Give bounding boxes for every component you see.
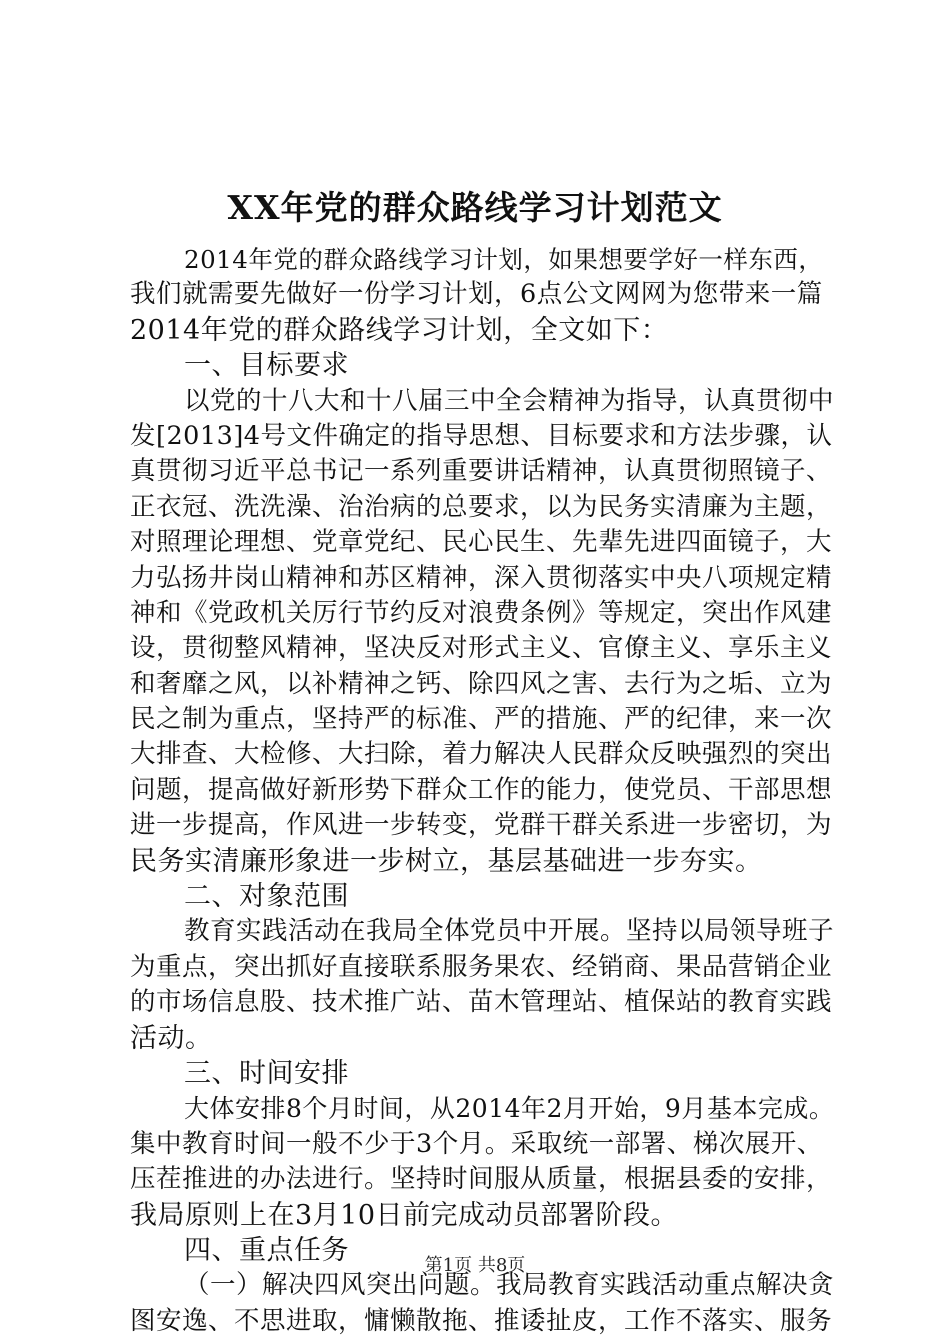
text-line: （一）解决四风突出问题。我局教育实践活动重点解决贪	[184, 1270, 835, 1301]
text-line: 的市场信息股、技术推广站、苗木管理站、植保站的教育实践	[130, 987, 833, 1018]
document-body	[130, 242, 834, 1339]
document-title: XX年党的群众路线学习计划范文	[227, 188, 723, 227]
text-line: 一、目标要求	[184, 350, 349, 382]
text-line: 民之制为重点，坚持严的标准、严的措施、严的纪律，来一次	[130, 704, 833, 735]
text-line: 我们就需要先做好一份学习计划，6点公文网网为您带来一篇	[130, 279, 823, 310]
text-line: 对照理论理想、党章党纪、民心民生、先辈先进四面镜子，大	[130, 527, 833, 558]
text-line: 活动。	[130, 1022, 213, 1054]
text-line: 为重点，突出抓好直接联系服务果农、经销商、果品营销企业	[130, 951, 833, 982]
page-footer: 第1页 共8页	[424, 1255, 526, 1276]
text-line: 集中教育时间一般不少于3个月。采取统一部署、梯次展开、	[130, 1128, 823, 1159]
text-line: 四、重点任务	[184, 1234, 349, 1266]
text-line: 问题，提高做好新形势下群众工作的能力，使党员、干部思想	[130, 774, 833, 805]
text-line: 二、对象范围	[184, 881, 349, 913]
text-line: 和奢靡之风，以补精神之钙、除四风之害、去行为之垢、立为	[130, 668, 833, 699]
text-line: 力弘扬井岗山精神和苏区精神，深入贯彻落实中央八项规定精	[130, 562, 833, 593]
text-line: 压茬推进的办法进行。坚持时间服从质量，根据县委的安排，	[130, 1164, 833, 1195]
text-line: 神和《党政机关厉行节约反对浪费条例》等规定，突出作风建	[130, 597, 833, 628]
text-line: 真贯彻习近平总书记一系列重要讲话精神，认真贯彻照镜子、	[130, 456, 833, 487]
text-line: 图安逸、不思进取，慵懒散拖、推诿扯皮，工作不落实、服务	[130, 1305, 833, 1336]
text-line: 三、时间安排	[184, 1057, 349, 1089]
text-line: 2014年党的群众路线学习计划，如果想要学好一样东西，	[184, 245, 824, 274]
text-line: 教育实践活动在我局全体党员中开展。坚持以局领导班子	[184, 916, 835, 947]
text-line: 大排查、大检修、大扫除，着力解决人民群众反映强烈的突出	[130, 739, 833, 770]
text-line: 设，贯彻整风精神，坚决反对形式主义、官僚主义、享乐主义	[130, 633, 833, 664]
text-line: 民务实清廉形象进一步树立，基层基础进一步夯实。	[130, 845, 763, 877]
text-line: 进一步提高，作风进一步转变，党群干群关系进一步密切，为	[130, 810, 833, 841]
text-line: 大体安排8个月时间，从2014年2月开始，9月基本完成。	[184, 1094, 835, 1124]
text-line: 正衣冠、洗洗澡、治治病的总要求，以为民务实清廉为主题，	[130, 491, 833, 522]
text-line: 发[2013]4号文件确定的指导思想、目标要求和方法步骤，认	[130, 420, 833, 451]
text-line: 2014年党的群众路线学习计划，全文如下：	[130, 314, 669, 346]
text-line: 以党的十八大和十八届三中全会精神为指导，认真贯彻中	[184, 385, 835, 416]
text-line: 我局原则上在3月10日前完成动员部署阶段。	[130, 1199, 679, 1231]
